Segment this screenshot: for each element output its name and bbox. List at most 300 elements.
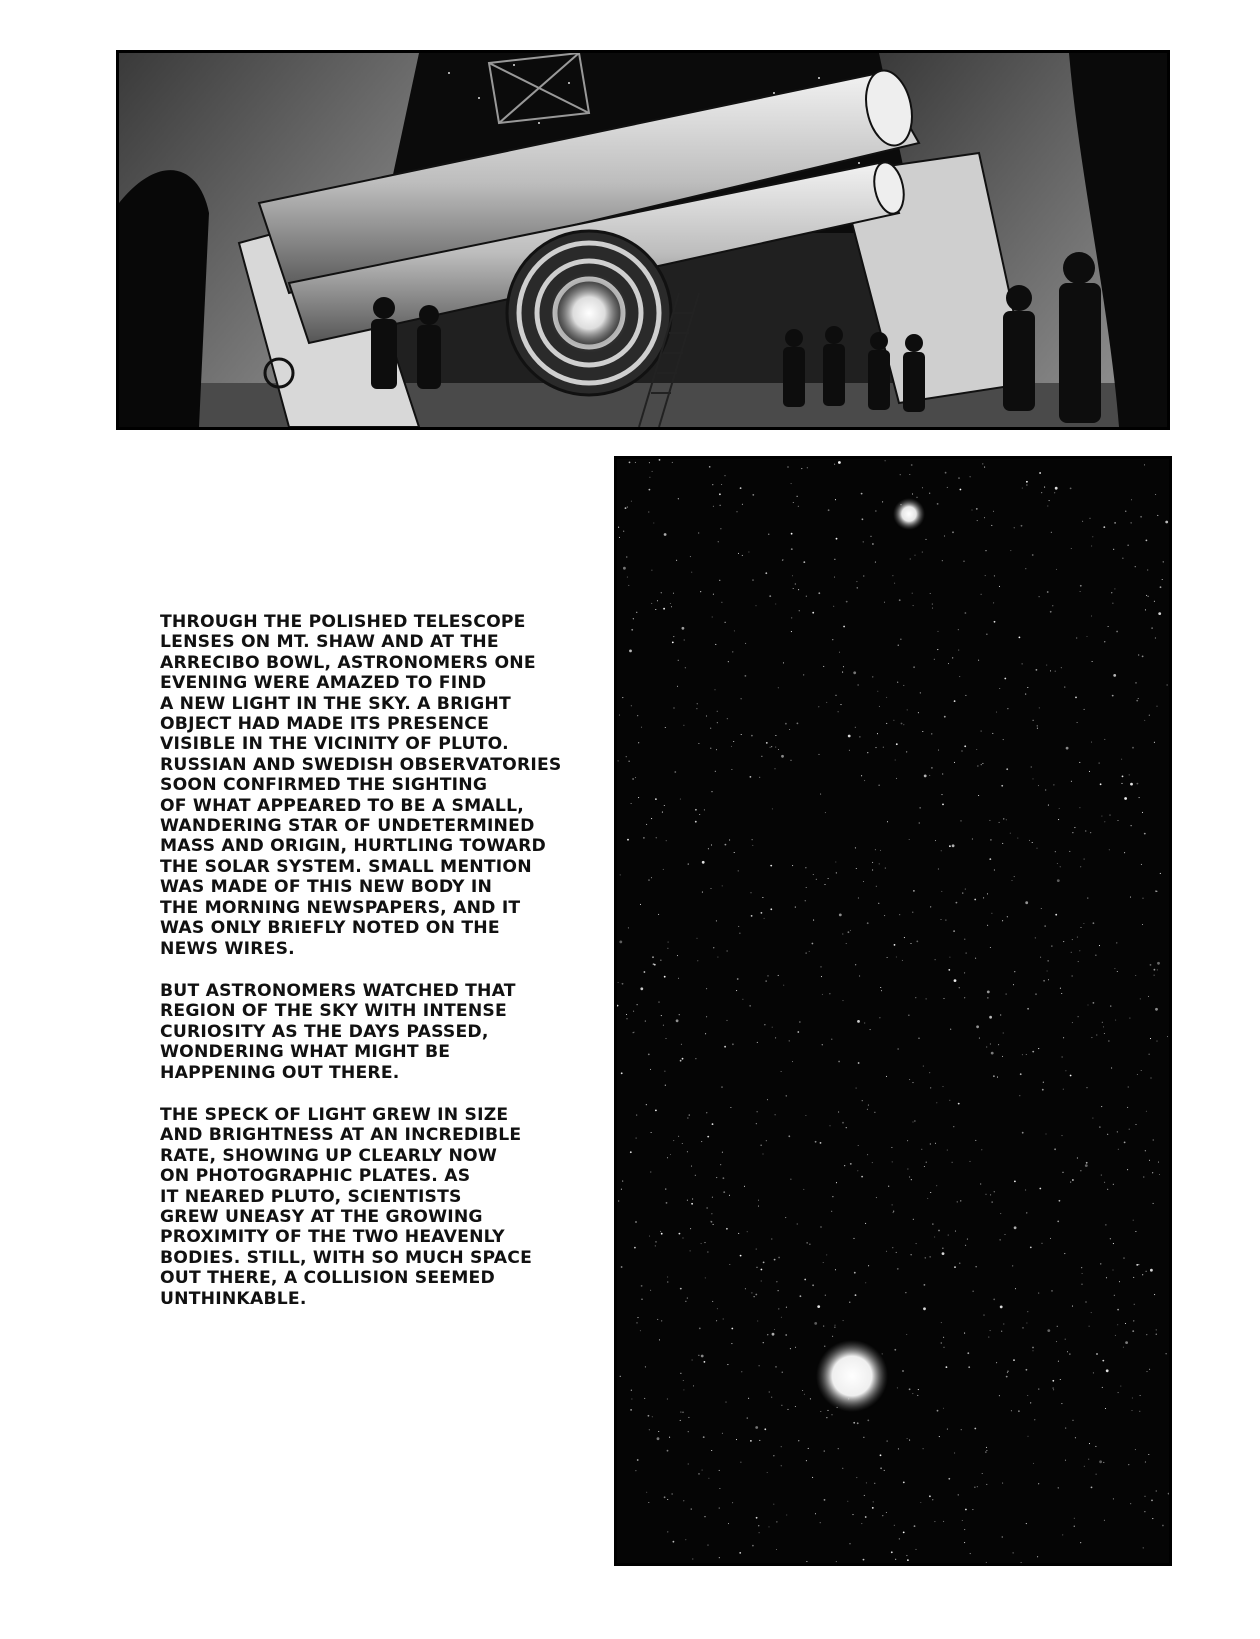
star [1041, 492, 1042, 493]
star [1029, 840, 1030, 841]
star [1055, 851, 1056, 852]
narration-line: ARRECIBO BOWL, ASTRONOMERS ONE [160, 652, 536, 673]
star [806, 1561, 807, 1562]
star [861, 775, 862, 776]
star [982, 763, 983, 764]
star [964, 1542, 965, 1543]
star [698, 1473, 700, 1475]
star [993, 1299, 995, 1301]
star [646, 1104, 647, 1105]
star [943, 998, 944, 999]
star [985, 550, 986, 551]
star [649, 1236, 650, 1237]
star [677, 955, 678, 956]
star [894, 583, 895, 584]
star [996, 1362, 997, 1363]
star [903, 1532, 905, 1534]
star [1146, 1271, 1147, 1272]
star [961, 750, 962, 751]
star [646, 1492, 647, 1493]
star [1069, 1354, 1070, 1355]
star [1130, 1503, 1131, 1504]
star [782, 560, 783, 561]
star [663, 1025, 664, 1026]
star [907, 1168, 908, 1169]
star [778, 1257, 780, 1259]
star [1080, 591, 1081, 592]
star [912, 1082, 913, 1083]
star [656, 837, 657, 838]
star [1112, 695, 1114, 697]
star [1072, 1179, 1074, 1181]
star [1000, 1014, 1001, 1015]
star [1125, 1341, 1128, 1344]
star [842, 1468, 843, 1469]
star [744, 1186, 745, 1187]
star [932, 1224, 933, 1225]
star [1144, 1511, 1145, 1512]
star [818, 706, 819, 707]
star [1072, 1420, 1073, 1421]
star [867, 1109, 868, 1110]
star [695, 1175, 696, 1176]
star [917, 1395, 918, 1396]
star [800, 1295, 802, 1297]
star [748, 1398, 749, 1399]
star [742, 555, 743, 556]
star [629, 761, 630, 762]
star [1092, 536, 1093, 537]
star [853, 1422, 855, 1424]
star [704, 1361, 706, 1363]
star [820, 1411, 821, 1412]
star [847, 1501, 848, 1502]
star [1026, 1212, 1027, 1213]
star [1075, 697, 1077, 699]
star [856, 868, 857, 869]
star [1143, 1176, 1144, 1177]
star [907, 1559, 909, 1561]
star [1012, 1265, 1013, 1266]
star [918, 712, 919, 713]
star [763, 1342, 764, 1343]
star [712, 484, 713, 485]
star [981, 731, 982, 732]
narration-line: BODIES. STILL, WITH SO MUCH SPACE [160, 1247, 533, 1268]
star [771, 1397, 772, 1398]
star [914, 1525, 916, 1527]
star [822, 994, 823, 995]
star [1140, 516, 1142, 518]
star [1114, 968, 1115, 969]
star [1027, 687, 1028, 688]
star [922, 552, 923, 553]
star [672, 642, 674, 644]
star [1091, 1037, 1092, 1038]
star [1109, 815, 1110, 816]
star [1150, 1269, 1153, 1272]
star [635, 462, 636, 463]
narration-line: SOON CONFIRMED THE SIGHTING [160, 775, 488, 796]
star [665, 1085, 666, 1086]
star [838, 1448, 839, 1449]
star [629, 462, 631, 464]
star [1086, 1087, 1087, 1088]
star [842, 672, 843, 673]
star [987, 893, 988, 894]
star [736, 511, 737, 512]
star [1088, 1459, 1089, 1460]
star [893, 720, 894, 721]
star [973, 1291, 974, 1292]
star [965, 695, 966, 696]
star [846, 1127, 847, 1128]
star [1055, 487, 1058, 490]
star [894, 1349, 896, 1351]
star [920, 807, 921, 808]
star [641, 1285, 643, 1287]
star [1014, 971, 1015, 972]
star [859, 736, 860, 737]
star [722, 885, 723, 886]
star [1062, 1056, 1063, 1057]
star [1139, 1411, 1140, 1412]
star [782, 1372, 783, 1373]
star [985, 1452, 986, 1453]
star [1027, 1436, 1028, 1437]
star [820, 966, 821, 967]
star [934, 1521, 935, 1522]
star [882, 501, 883, 502]
star [1155, 1008, 1158, 1011]
star [680, 1412, 681, 1413]
star [690, 1250, 691, 1251]
star [954, 762, 955, 763]
star [1022, 1054, 1023, 1055]
narration-line: CURIOSITY AS THE DAYS PASSED, [160, 1021, 489, 1042]
star [1085, 1164, 1088, 1167]
star [717, 711, 718, 712]
star [879, 785, 880, 786]
star [911, 1179, 912, 1180]
star [789, 1040, 790, 1041]
narration-text [160, 612, 600, 1331]
star [1079, 807, 1080, 808]
star [1099, 1460, 1102, 1463]
star [1053, 1388, 1054, 1389]
star [1036, 848, 1037, 849]
star [790, 1348, 791, 1349]
star [906, 1555, 907, 1556]
star [1062, 1534, 1063, 1535]
star [1070, 1182, 1071, 1183]
star [896, 743, 898, 745]
star [835, 695, 836, 696]
star [994, 1191, 995, 1192]
star [648, 511, 649, 512]
star [836, 872, 837, 873]
star [620, 874, 621, 875]
star [985, 575, 986, 576]
star [838, 1111, 839, 1112]
star [742, 504, 743, 505]
star [887, 1441, 888, 1442]
star [750, 1005, 751, 1006]
star [855, 964, 856, 965]
star [922, 487, 923, 488]
star [913, 1219, 914, 1220]
star [631, 1398, 632, 1399]
star [990, 1330, 991, 1331]
star [821, 976, 822, 977]
star [776, 1281, 777, 1282]
star [903, 1482, 905, 1484]
star [757, 1320, 758, 1321]
star [770, 908, 772, 910]
star-field [617, 459, 1169, 1563]
star [708, 1478, 709, 1479]
star [952, 1162, 953, 1163]
star [1032, 1347, 1034, 1349]
star [909, 839, 910, 840]
star [993, 511, 994, 512]
star [1089, 518, 1090, 519]
star [810, 1398, 811, 1399]
star [893, 1211, 894, 1212]
star [1037, 1556, 1038, 1557]
star [776, 1521, 777, 1522]
star [906, 1334, 907, 1335]
star [1160, 586, 1162, 588]
star [788, 1135, 790, 1137]
star [964, 997, 965, 998]
star [999, 688, 1000, 689]
star [1143, 1547, 1144, 1548]
star [829, 993, 830, 994]
star [657, 1437, 660, 1440]
star [1104, 1182, 1105, 1183]
star [699, 1328, 701, 1330]
star [775, 747, 776, 748]
star [843, 626, 845, 628]
star [1086, 1162, 1088, 1164]
star [699, 814, 700, 815]
star [705, 1033, 706, 1034]
star [1013, 1359, 1015, 1361]
star [857, 587, 858, 588]
star [1155, 637, 1156, 638]
star [781, 755, 784, 758]
star [868, 1105, 869, 1106]
star [670, 603, 671, 604]
star [1154, 975, 1155, 976]
star [713, 594, 714, 595]
star [1046, 665, 1047, 666]
star [1032, 842, 1033, 843]
star [1065, 1460, 1066, 1461]
star [783, 662, 784, 663]
star [1154, 969, 1156, 971]
star [783, 985, 784, 986]
star [1085, 1301, 1086, 1302]
star [992, 1202, 993, 1203]
star [1072, 832, 1073, 833]
star [824, 1346, 825, 1347]
star [1035, 937, 1036, 938]
star [719, 580, 720, 581]
star [938, 868, 939, 869]
star [902, 1370, 904, 1372]
star [982, 1473, 983, 1474]
star [635, 1221, 637, 1223]
star [872, 543, 874, 545]
star [655, 1110, 657, 1112]
star [1042, 1089, 1044, 1091]
star [1091, 742, 1092, 743]
star [1146, 1111, 1147, 1112]
star [885, 868, 886, 869]
star [990, 1194, 991, 1195]
star [1124, 1142, 1126, 1144]
star [1138, 698, 1139, 699]
star [867, 922, 869, 924]
star [846, 943, 847, 944]
star [1113, 1184, 1114, 1185]
star [968, 1366, 970, 1368]
star [867, 1420, 869, 1422]
star [891, 1551, 893, 1553]
star [1092, 661, 1093, 662]
star [947, 1150, 948, 1151]
star [838, 1061, 840, 1063]
star [1070, 488, 1072, 490]
star [721, 602, 722, 603]
star [731, 746, 732, 747]
star [1085, 830, 1086, 831]
star [938, 1230, 940, 1232]
star [622, 697, 623, 698]
star [688, 1463, 689, 1464]
star [1007, 916, 1008, 917]
star [1048, 960, 1049, 961]
star [750, 892, 751, 893]
star [965, 889, 966, 890]
star [706, 1016, 707, 1017]
star [633, 618, 634, 619]
star [713, 1224, 714, 1225]
star [913, 890, 915, 892]
star [1104, 821, 1105, 822]
star [757, 1042, 758, 1043]
star [1158, 1162, 1159, 1163]
star [764, 918, 765, 919]
star [1071, 952, 1072, 953]
star [853, 1238, 854, 1239]
star [1031, 766, 1032, 767]
star [629, 650, 632, 653]
star [618, 760, 619, 761]
star [930, 593, 931, 594]
star [987, 925, 988, 926]
star [653, 522, 654, 523]
star [667, 1499, 668, 1500]
star [728, 661, 729, 662]
star [1067, 1351, 1068, 1352]
star [772, 1333, 775, 1336]
star [1030, 1247, 1032, 1249]
star [750, 776, 752, 778]
narration-paragraph [160, 1105, 600, 1309]
star [752, 1545, 754, 1547]
star [693, 1385, 694, 1386]
star [1071, 781, 1072, 782]
star [1130, 897, 1131, 898]
star [969, 1161, 970, 1162]
star [963, 561, 964, 562]
star [939, 1436, 940, 1437]
star [673, 1140, 674, 1141]
star [844, 1165, 845, 1166]
star [857, 1020, 860, 1023]
star [666, 840, 667, 841]
star [937, 1410, 939, 1412]
star [870, 1029, 871, 1030]
star [858, 897, 859, 898]
star [976, 749, 977, 750]
star [682, 1143, 683, 1144]
star [1156, 706, 1157, 707]
star [710, 728, 711, 729]
star [771, 1238, 772, 1239]
star [977, 1486, 978, 1487]
star [947, 1429, 948, 1430]
star [872, 869, 873, 870]
star [644, 971, 646, 973]
star [795, 1406, 796, 1407]
star [855, 847, 856, 848]
star [1072, 975, 1073, 976]
star [1043, 1082, 1044, 1083]
star [641, 727, 642, 728]
star [1101, 1106, 1102, 1107]
star [971, 509, 972, 510]
star [722, 1433, 723, 1434]
star [805, 1115, 806, 1116]
star [640, 987, 643, 990]
star [663, 608, 665, 610]
star [839, 914, 842, 917]
star [857, 1170, 858, 1171]
star [986, 1484, 987, 1485]
star [678, 498, 679, 499]
star [628, 927, 629, 928]
star [1113, 549, 1114, 550]
star [1026, 1322, 1027, 1323]
star [925, 539, 926, 540]
star [1146, 540, 1148, 542]
star [761, 756, 762, 757]
star [619, 715, 620, 716]
star [1061, 667, 1062, 668]
star [1025, 1189, 1026, 1190]
star [972, 1509, 973, 1510]
star [884, 602, 885, 603]
star [653, 963, 655, 965]
star [941, 1322, 942, 1323]
star [802, 1390, 803, 1391]
star [1041, 1243, 1042, 1244]
star [1115, 1020, 1116, 1021]
